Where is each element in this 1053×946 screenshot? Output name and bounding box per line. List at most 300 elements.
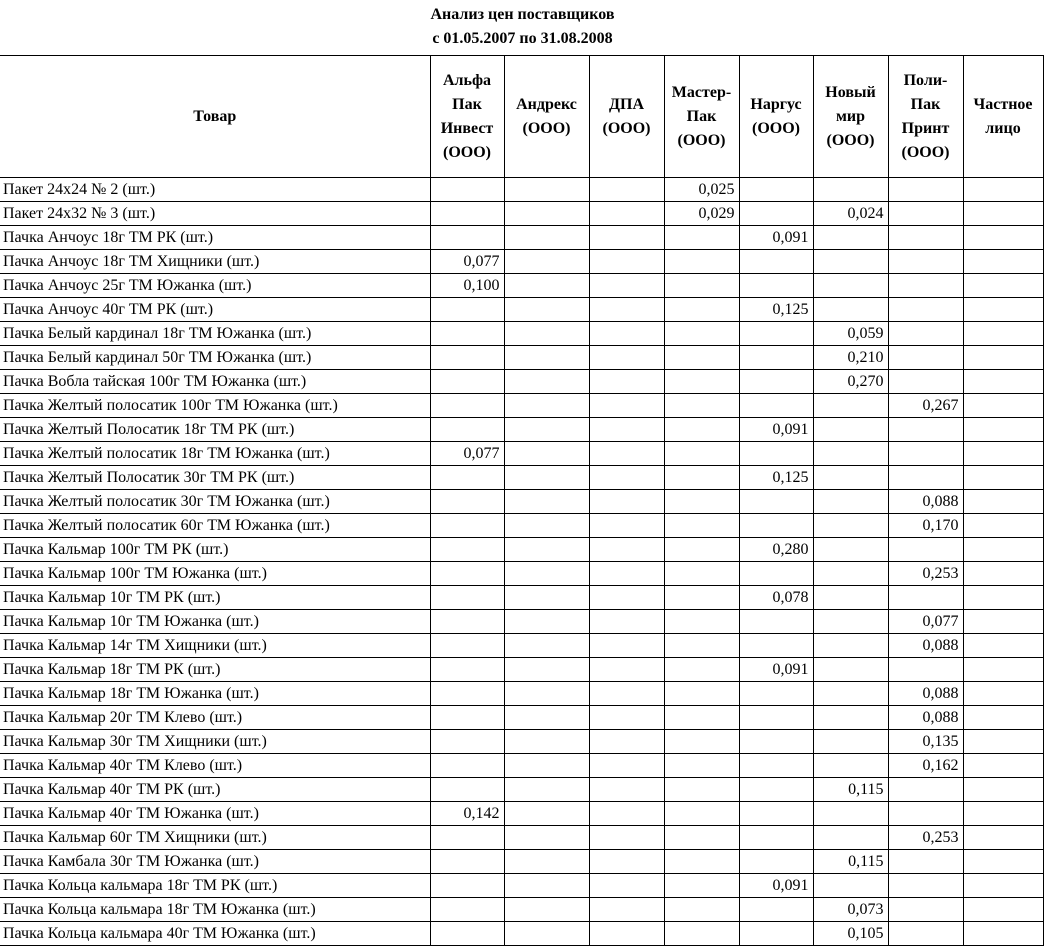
price-cell: [430, 658, 504, 682]
price-cell: [739, 682, 813, 706]
table-row: [0, 442, 1043, 466]
price-cell: [504, 538, 589, 562]
price-cell: [963, 682, 1043, 706]
price-cell: [664, 754, 739, 778]
table-row: [0, 250, 1043, 274]
price-cell: [963, 226, 1043, 250]
price-cell: [430, 418, 504, 442]
table-row: [0, 706, 1043, 730]
price-cell: [813, 226, 888, 250]
table-row: [0, 826, 1043, 850]
price-cell: [739, 178, 813, 202]
price-cell: [664, 418, 739, 442]
table-row: [0, 394, 1043, 418]
price-cell: [504, 442, 589, 466]
product-name-cell: Пачка Белый кардинал 50г ТМ Южанка (шт.): [0, 346, 430, 370]
price-cell: [963, 202, 1043, 226]
price-cell: [888, 874, 963, 898]
table-row: [0, 634, 1043, 658]
table-row: [0, 322, 1043, 346]
table-row: [0, 490, 1043, 514]
price-cell: [430, 610, 504, 634]
price-cell: [963, 826, 1043, 850]
price-cell: [664, 370, 739, 394]
price-cell: [888, 586, 963, 610]
price-cell: [813, 874, 888, 898]
price-cell: [813, 298, 888, 322]
price-cell: [664, 538, 739, 562]
product-name-cell: Пачка Кальмар 30г ТМ Хищники (шт.): [0, 730, 430, 754]
price-cell: [963, 586, 1043, 610]
price-cell: [739, 322, 813, 346]
price-cell: 0,088: [888, 634, 963, 658]
price-cell: [430, 826, 504, 850]
price-cell: [813, 754, 888, 778]
price-cell: [589, 322, 664, 346]
price-cell: 0,267: [888, 394, 963, 418]
price-cell: [430, 706, 504, 730]
price-cell: [504, 610, 589, 634]
price-cell: 0,091: [739, 418, 813, 442]
price-cell: [664, 778, 739, 802]
price-cell: [664, 802, 739, 826]
product-name-cell: Пачка Кальмар 18г ТМ Южанка (шт.): [0, 682, 430, 706]
price-cell: [888, 898, 963, 922]
price-cell: [589, 202, 664, 226]
table-row: [0, 874, 1043, 898]
price-cell: [664, 610, 739, 634]
table-row: [0, 178, 1043, 202]
price-cell: 0,091: [739, 658, 813, 682]
product-name-cell: Пачка Кальмар 40г ТМ Клево (шт.): [0, 754, 430, 778]
price-cell: [430, 514, 504, 538]
product-name-cell: Пачка Кальмар 14г ТМ Хищники (шт.): [0, 634, 430, 658]
price-cell: [739, 634, 813, 658]
price-cell: [504, 634, 589, 658]
product-name-cell: Пачка Кальмар 60г ТМ Хищники (шт.): [0, 826, 430, 850]
price-cell: [504, 826, 589, 850]
price-cell: [813, 490, 888, 514]
price-cell: [589, 922, 664, 946]
price-cell: [664, 826, 739, 850]
price-cell: [430, 370, 504, 394]
price-cell: [504, 658, 589, 682]
price-cell: [963, 706, 1043, 730]
product-name-cell: Пачка Желтый Полосатик 30г ТМ РК (шт.): [0, 466, 430, 490]
price-cell: 0,029: [664, 202, 739, 226]
column-header: Наргус (ООО): [739, 56, 813, 178]
price-cell: [504, 562, 589, 586]
price-cell: 0,059: [813, 322, 888, 346]
column-header: Поли-Пак Принт (ООО): [888, 56, 963, 178]
price-cell: [963, 802, 1043, 826]
price-cell: [963, 754, 1043, 778]
price-cell: [813, 586, 888, 610]
price-cell: [589, 226, 664, 250]
price-cell: 0,162: [888, 754, 963, 778]
price-cell: [963, 610, 1043, 634]
report-title-text: Анализ цен поставщиков: [430, 6, 615, 23]
price-cell: [504, 682, 589, 706]
price-cell: 0,078: [739, 586, 813, 610]
price-cell: [589, 610, 664, 634]
price-cell: [888, 658, 963, 682]
price-cell: [739, 754, 813, 778]
price-cell: [430, 778, 504, 802]
table-row: [0, 298, 1043, 322]
table-row: [0, 514, 1043, 538]
price-cell: [504, 226, 589, 250]
price-cell: [430, 586, 504, 610]
column-header: Альфа Пак Инвест (ООО): [430, 56, 504, 178]
product-name-cell: Пачка Кальмар 100г ТМ РК (шт.): [0, 538, 430, 562]
price-cell: [739, 274, 813, 298]
table-row: [0, 346, 1043, 370]
price-cell: [589, 346, 664, 370]
price-cell: [589, 466, 664, 490]
price-cell: [430, 874, 504, 898]
price-cell: [430, 202, 504, 226]
price-cell: [813, 730, 888, 754]
price-cell: [430, 346, 504, 370]
product-name-cell: Пачка Желтый полосатик 18г ТМ Южанка (шт.): [0, 442, 430, 466]
column-header: Новый мир (ООО): [813, 56, 888, 178]
price-cell: [813, 178, 888, 202]
product-name-cell: Пачка Камбала 30г ТМ Южанка (шт.): [0, 850, 430, 874]
table-row: [0, 778, 1043, 802]
price-cell: [664, 298, 739, 322]
price-cell: 0,253: [888, 562, 963, 586]
price-cell: [813, 250, 888, 274]
table-row: [0, 730, 1043, 754]
price-cell: [430, 754, 504, 778]
price-cell: [589, 562, 664, 586]
price-cell: [589, 442, 664, 466]
price-cell: [963, 658, 1043, 682]
price-cell: [888, 466, 963, 490]
price-cell: 0,125: [739, 298, 813, 322]
price-cell: [504, 802, 589, 826]
price-cell: [888, 250, 963, 274]
price-cell: [589, 826, 664, 850]
product-name-cell: Пачка Белый кардинал 18г ТМ Южанка (шт.): [0, 322, 430, 346]
column-header: Андрекс (ООО): [504, 56, 589, 178]
product-name-cell: Пачка Кальмар 18г ТМ РК (шт.): [0, 658, 430, 682]
price-cell: [589, 250, 664, 274]
product-name-cell: Пачка Кальмар 100г ТМ Южанка (шт.): [0, 562, 430, 586]
price-cell: [739, 898, 813, 922]
table-row: [0, 418, 1043, 442]
product-name-cell: Пачка Желтый полосатик 100г ТМ Южанка (шт.): [0, 394, 430, 418]
price-cell: [888, 322, 963, 346]
price-cell: [963, 730, 1043, 754]
price-cell: [963, 874, 1043, 898]
product-name-cell: Пачка Кальмар 40г ТМ РК (шт.): [0, 778, 430, 802]
price-cell: [430, 850, 504, 874]
price-cell: [504, 298, 589, 322]
price-cell: 0,142: [430, 802, 504, 826]
table-row: [0, 850, 1043, 874]
product-name-cell: Пачка Желтый Полосатик 18г ТМ РК (шт.): [0, 418, 430, 442]
product-name-cell: Пачка Анчоус 18г ТМ Хищники (шт.): [0, 250, 430, 274]
price-cell: [664, 898, 739, 922]
price-cell: 0,091: [739, 874, 813, 898]
price-cell: [888, 274, 963, 298]
product-name-cell: Пачка Желтый полосатик 60г ТМ Южанка (шт.): [0, 514, 430, 538]
price-cell: [589, 754, 664, 778]
price-cell: [589, 706, 664, 730]
price-cell: [504, 922, 589, 946]
price-cell: [739, 346, 813, 370]
price-cell: [888, 418, 963, 442]
price-cell: [963, 538, 1043, 562]
product-name-cell: Пачка Кальмар 10г ТМ Южанка (шт.): [0, 610, 430, 634]
price-cell: [888, 850, 963, 874]
price-cell: 0,280: [739, 538, 813, 562]
price-cell: [589, 850, 664, 874]
price-cell: [430, 730, 504, 754]
price-cell: [504, 346, 589, 370]
price-cell: 0,125: [739, 466, 813, 490]
price-cell: [589, 178, 664, 202]
price-cell: [504, 322, 589, 346]
table-row: [0, 658, 1043, 682]
price-cell: [963, 250, 1043, 274]
price-cell: [664, 394, 739, 418]
price-cell: [739, 250, 813, 274]
table-row: [0, 682, 1043, 706]
price-cell: 0,091: [739, 226, 813, 250]
product-name-cell: Пачка Кольца кальмара 18г ТМ РК (шт.): [0, 874, 430, 898]
price-cell: [664, 586, 739, 610]
price-cell: [739, 730, 813, 754]
price-cell: [813, 274, 888, 298]
table-row: [0, 202, 1043, 226]
table-row: [0, 754, 1043, 778]
price-cell: [888, 538, 963, 562]
table-row: [0, 226, 1043, 250]
price-cell: [888, 298, 963, 322]
table-row: [0, 370, 1043, 394]
price-cell: [504, 370, 589, 394]
price-cell: [589, 394, 664, 418]
price-cell: [813, 826, 888, 850]
price-cell: [589, 538, 664, 562]
price-cell: [739, 442, 813, 466]
price-cell: 0,135: [888, 730, 963, 754]
price-cell: [430, 898, 504, 922]
price-cell: [504, 394, 589, 418]
product-name-cell: Пачка Кольца кальмара 18г ТМ Южанка (шт.): [0, 898, 430, 922]
price-cell: [664, 850, 739, 874]
report-period: с 01.05.2007 по 31.08.2008: [432, 30, 613, 47]
price-cell: [963, 562, 1043, 586]
price-cell: [430, 490, 504, 514]
price-cell: [888, 922, 963, 946]
price-cell: [504, 178, 589, 202]
table-row: [0, 802, 1043, 826]
price-cell: [813, 706, 888, 730]
price-cell: [664, 250, 739, 274]
price-cell: [963, 490, 1043, 514]
price-cell: [739, 826, 813, 850]
price-cell: 0,077: [888, 610, 963, 634]
price-cell: [589, 682, 664, 706]
price-cell: [739, 370, 813, 394]
price-cell: [963, 394, 1043, 418]
price-cell: [664, 682, 739, 706]
price-cell: [813, 610, 888, 634]
price-cell: [888, 370, 963, 394]
price-cell: [739, 610, 813, 634]
price-cell: 0,088: [888, 490, 963, 514]
price-cell: [430, 634, 504, 658]
supplier-price-table: [0, 55, 1044, 946]
price-cell: [589, 586, 664, 610]
price-cell: [813, 418, 888, 442]
report-title: [0, 0, 1045, 51]
price-cell: 0,024: [813, 202, 888, 226]
price-cell: [589, 874, 664, 898]
price-cell: 0,073: [813, 898, 888, 922]
price-cell: [813, 658, 888, 682]
price-cell: [589, 802, 664, 826]
price-cell: 0,077: [430, 442, 504, 466]
price-cell: [504, 730, 589, 754]
price-cell: [739, 706, 813, 730]
price-cell: [664, 658, 739, 682]
price-cell: [739, 394, 813, 418]
table-row: [0, 586, 1043, 610]
price-cell: [504, 202, 589, 226]
product-name-cell: Пачка Вобла тайская 100г ТМ Южанка (шт.): [0, 370, 430, 394]
price-cell: [430, 298, 504, 322]
price-cell: [963, 514, 1043, 538]
price-cell: [813, 538, 888, 562]
price-cell: [504, 706, 589, 730]
price-cell: [739, 802, 813, 826]
price-cell: [589, 274, 664, 298]
price-cell: [888, 202, 963, 226]
price-cell: [664, 226, 739, 250]
price-cell: 0,115: [813, 778, 888, 802]
product-name-cell: Пачка Анчоус 18г ТМ РК (шт.): [0, 226, 430, 250]
column-header: Товар: [0, 56, 430, 178]
price-cell: [504, 418, 589, 442]
price-cell: [430, 322, 504, 346]
price-cell: [430, 922, 504, 946]
price-cell: 0,100: [430, 274, 504, 298]
price-cell: 0,170: [888, 514, 963, 538]
price-cell: [963, 442, 1043, 466]
price-cell: [888, 778, 963, 802]
price-cell: [963, 274, 1043, 298]
price-cell: 0,210: [813, 346, 888, 370]
price-cell: [504, 250, 589, 274]
product-name-cell: Пачка Желтый полосатик 30г ТМ Южанка (шт.): [0, 490, 430, 514]
table-body: [0, 178, 1043, 946]
price-cell: [589, 898, 664, 922]
price-cell: [664, 562, 739, 586]
price-cell: [504, 514, 589, 538]
price-cell: [888, 346, 963, 370]
price-cell: [813, 442, 888, 466]
column-header: Частное лицо: [963, 56, 1043, 178]
price-cell: [504, 850, 589, 874]
price-cell: [813, 394, 888, 418]
price-cell: [739, 778, 813, 802]
price-cell: [664, 634, 739, 658]
price-cell: [664, 514, 739, 538]
price-cell: [739, 922, 813, 946]
price-cell: [739, 562, 813, 586]
price-cell: [664, 274, 739, 298]
price-cell: [430, 394, 504, 418]
table-row: [0, 922, 1043, 946]
price-cell: [739, 514, 813, 538]
product-name-cell: Пачка Анчоус 40г ТМ РК (шт.): [0, 298, 430, 322]
product-name-cell: Пачка Кальмар 10г ТМ РК (шт.): [0, 586, 430, 610]
price-cell: 0,088: [888, 706, 963, 730]
price-cell: [739, 850, 813, 874]
price-cell: [504, 490, 589, 514]
price-cell: [963, 322, 1043, 346]
price-cell: [963, 850, 1043, 874]
price-cell: [504, 874, 589, 898]
price-cell: 0,270: [813, 370, 888, 394]
table-row: [0, 538, 1043, 562]
price-cell: 0,115: [813, 850, 888, 874]
price-cell: [963, 466, 1043, 490]
column-header: ДПА (ООО): [589, 56, 664, 178]
price-cell: [664, 874, 739, 898]
table-row: [0, 562, 1043, 586]
price-cell: [664, 490, 739, 514]
price-cell: [504, 754, 589, 778]
price-cell: [589, 370, 664, 394]
price-cell: [963, 634, 1043, 658]
price-cell: [589, 418, 664, 442]
price-cell: [664, 346, 739, 370]
price-cell: [589, 298, 664, 322]
price-cell: [589, 778, 664, 802]
price-cell: [504, 586, 589, 610]
price-cell: [888, 226, 963, 250]
table-row: [0, 466, 1043, 490]
price-cell: [739, 490, 813, 514]
price-cell: [504, 898, 589, 922]
price-cell: [430, 682, 504, 706]
price-cell: [504, 466, 589, 490]
product-name-cell: Пакет 24х32 № 3 (шт.): [0, 202, 430, 226]
price-cell: [888, 802, 963, 826]
price-cell: [430, 562, 504, 586]
price-cell: [504, 274, 589, 298]
price-cell: [589, 514, 664, 538]
price-cell: [430, 226, 504, 250]
price-cell: [888, 442, 963, 466]
column-header: Мастер-Пак (ООО): [664, 56, 739, 178]
table-row: [0, 274, 1043, 298]
table-row: [0, 898, 1043, 922]
price-cell: 0,088: [888, 682, 963, 706]
price-cell: 0,105: [813, 922, 888, 946]
table-header-row: [0, 56, 1043, 178]
price-cell: [963, 922, 1043, 946]
price-cell: [430, 466, 504, 490]
price-cell: 0,253: [888, 826, 963, 850]
price-cell: [888, 178, 963, 202]
